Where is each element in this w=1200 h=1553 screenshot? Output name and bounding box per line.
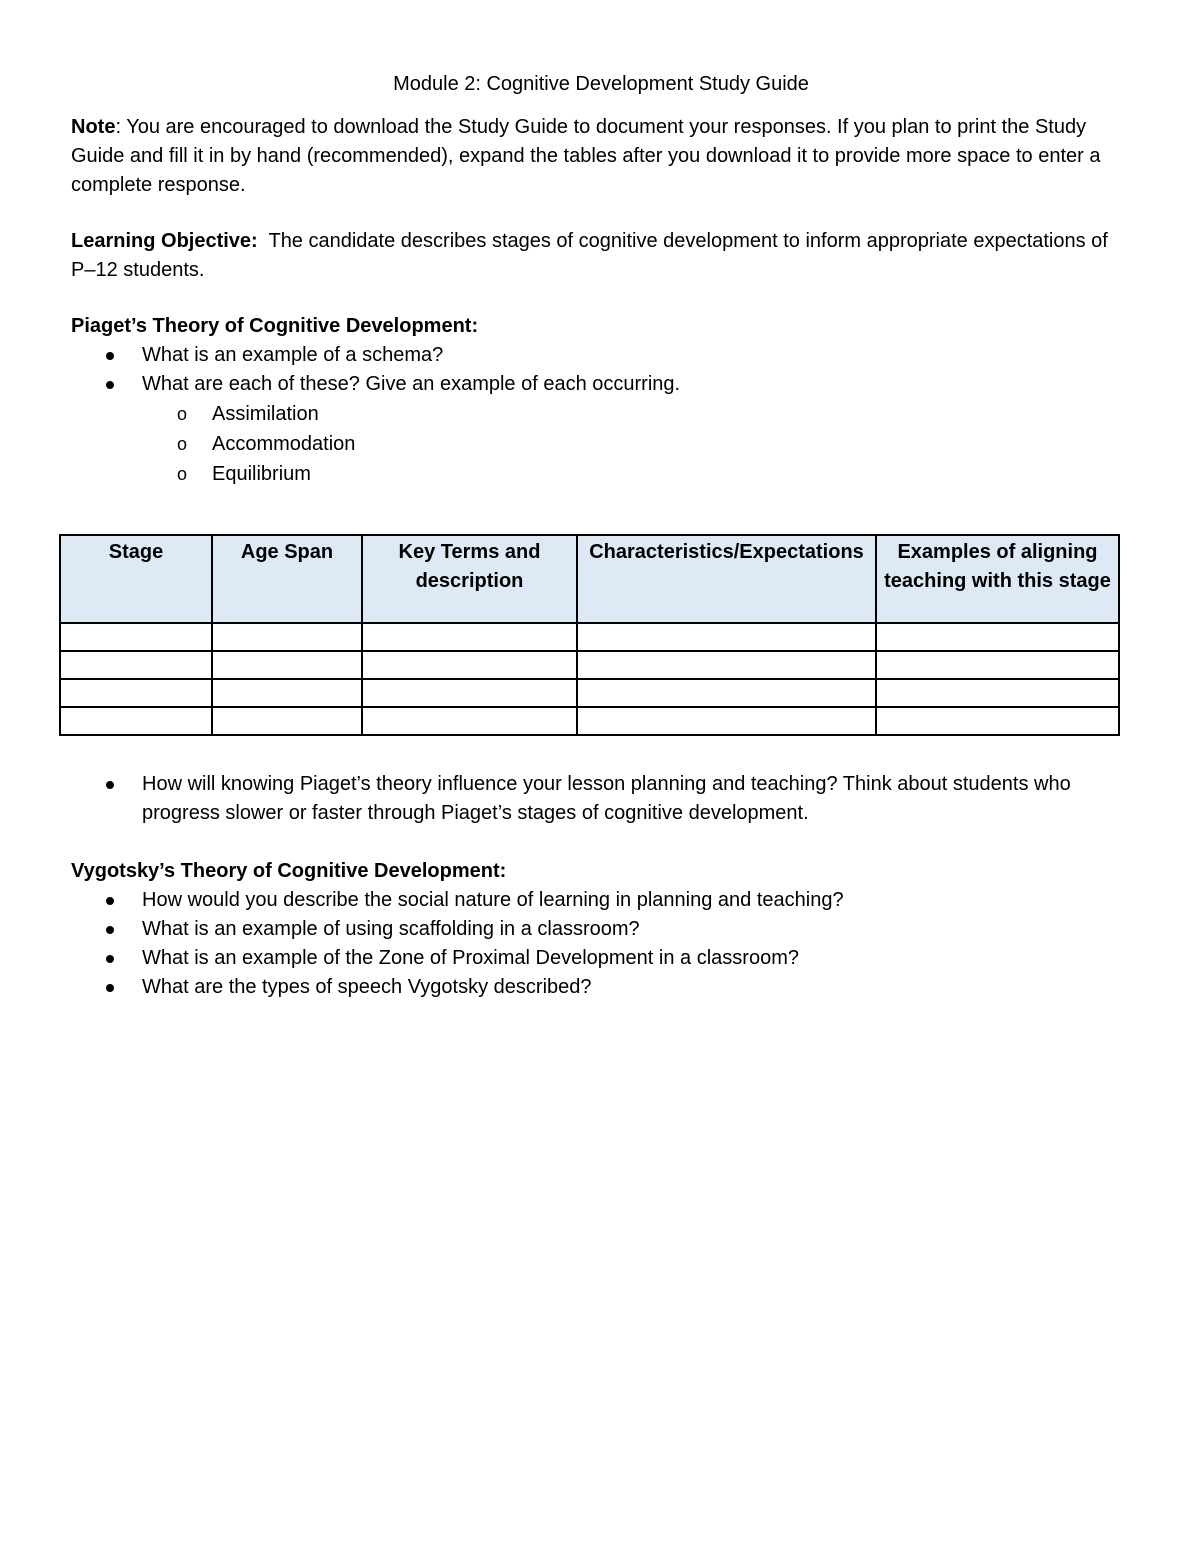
list-item: o Accommodation (71, 429, 1131, 459)
list-item: What are the types of speech Vygotsky described? (71, 973, 1131, 1002)
table-cell[interactable] (60, 679, 212, 707)
note-paragraph (71, 113, 1131, 200)
list-item: What is an example of using scaffolding in a classroom? (71, 915, 1131, 944)
list-item: How will knowing Piaget’s theory influence your lesson planning and teaching? Think about students who progress slower or faster through Piaget’s stages of cognitive development. (71, 770, 1131, 828)
list-item: What is an example of the Zone of Proximal Development in a classroom? (71, 944, 1131, 973)
table-cell[interactable] (60, 651, 212, 679)
table-cell[interactable] (60, 623, 212, 651)
vygotsky-question-list (71, 886, 1131, 1002)
table-cell[interactable] (362, 623, 577, 651)
table-cell[interactable] (212, 707, 362, 735)
header-characteristics: Characteristics/Expectations (577, 535, 876, 623)
table-row (60, 707, 1119, 735)
vygotsky-heading: Vygotsky’s Theory of Cognitive Development: (71, 860, 507, 882)
table-cell[interactable] (362, 651, 577, 679)
list-item: o Assimilation (71, 399, 1131, 429)
table-cell[interactable] (876, 623, 1119, 651)
table-cell[interactable] (362, 707, 577, 735)
objective-label: Learning Objective: (71, 230, 258, 252)
table-cell[interactable] (876, 679, 1119, 707)
header-age-span: Age Span (212, 535, 362, 623)
table-header-row (60, 535, 1119, 623)
document-page (71, 70, 1131, 489)
list-item: How would you describe the social nature of learning in planning and teaching? (71, 886, 1131, 915)
piaget-question-list (71, 341, 1131, 399)
piaget-followup-list (71, 770, 1131, 828)
table-row (60, 679, 1119, 707)
objective-text: The candidate describes stages of cognitive development to inform appropriate expectations of P–12 students. (71, 230, 1114, 281)
table-cell[interactable] (362, 679, 577, 707)
table-cell[interactable] (212, 651, 362, 679)
note-text: : You are encouraged to download the Study Guide to document your responses. If you plan to print the Study Guide and fill it in by hand (recommended), expand the tables after you download it to provide more space to enter a complete response. (71, 116, 1101, 196)
table-cell[interactable] (60, 707, 212, 735)
table-cell[interactable] (876, 651, 1119, 679)
header-teaching-examples: Examples of aligning teaching with this stage (876, 535, 1119, 623)
table-row (60, 623, 1119, 651)
table-cell[interactable] (212, 623, 362, 651)
header-stage: Stage (60, 535, 212, 623)
table-cell[interactable] (876, 707, 1119, 735)
document-title: Module 2: Cognitive Development Study Guide (393, 73, 809, 95)
note-label: Note (71, 116, 116, 138)
table-cell[interactable] (577, 679, 876, 707)
table-cell[interactable] (212, 679, 362, 707)
list-item: What are each of these? Give an example of each occurring. (71, 370, 1131, 399)
list-item: o Equilibrium (71, 459, 1131, 489)
table-cell[interactable] (577, 651, 876, 679)
piaget-heading: Piaget’s Theory of Cognitive Development: (71, 315, 479, 337)
header-key-terms: Key Terms and description (362, 535, 577, 623)
objective-paragraph (71, 227, 1131, 285)
piaget-term-list (71, 399, 1131, 489)
table-row (60, 651, 1119, 679)
table-cell[interactable] (577, 623, 876, 651)
after-table-section (71, 770, 1131, 1002)
piaget-stages-table (59, 534, 1120, 736)
list-item: What is an example of a schema? (71, 341, 1131, 370)
table-cell[interactable] (577, 707, 876, 735)
